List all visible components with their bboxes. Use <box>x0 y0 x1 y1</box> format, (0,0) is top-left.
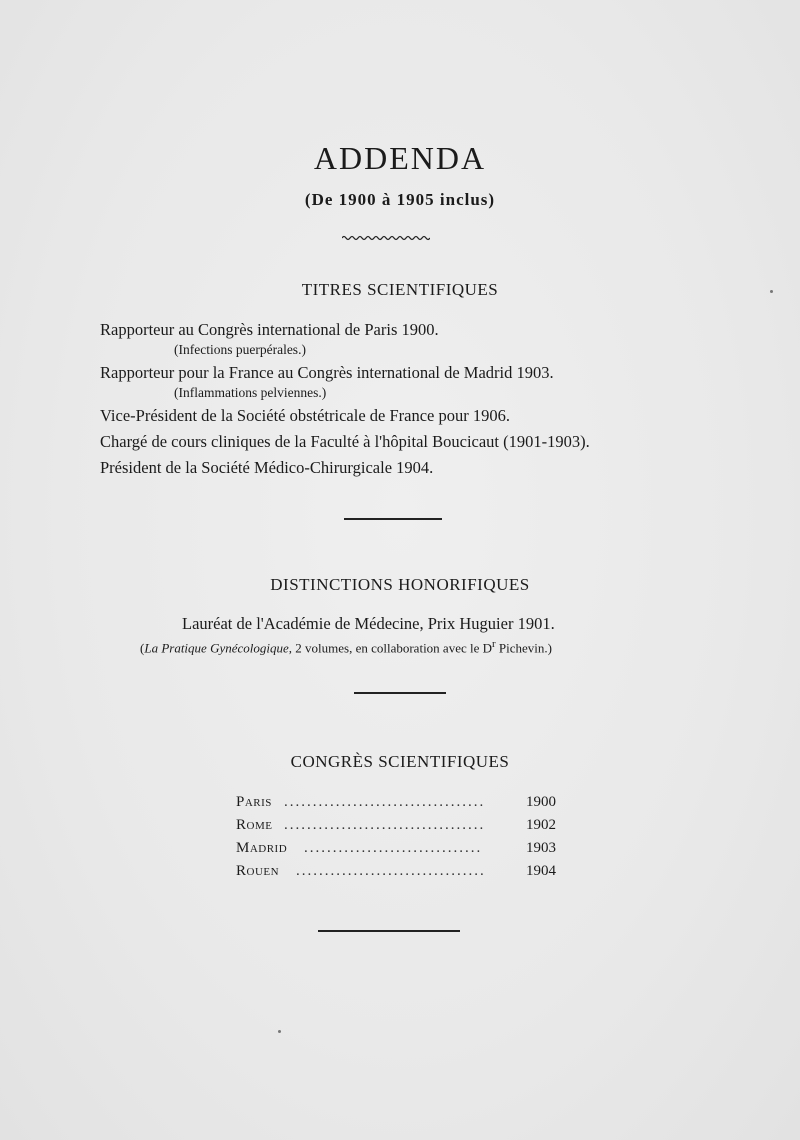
congres-row <box>236 863 566 885</box>
wavy-ornament-divider <box>342 234 430 242</box>
titre-item-2: Rapporteur pour la France au Congrès international de Madrid 1903. <box>100 363 554 382</box>
congres-row <box>236 794 566 816</box>
note-collaboration: 2 volumes, en collaboration avec le D <box>292 640 493 656</box>
titre-item-3: Vice-Président de la Société obstétricale de France pour 1906. <box>100 406 510 425</box>
congres-row <box>236 817 566 839</box>
book-title: La Pratique Gynécologique, <box>144 640 293 656</box>
leader-dots: ................................... <box>284 794 486 810</box>
titre-item-5: Président de la Société Médico-Chirurgicale 1904. <box>100 458 434 477</box>
congres-year: 1900 <box>526 794 556 810</box>
congres-city: Rome <box>236 817 273 833</box>
page-subtitle: (De 1900 à 1905 inclus) <box>304 190 496 209</box>
congres-year: 1904 <box>526 863 556 879</box>
congres-row <box>236 840 566 862</box>
titre-item-1: Rapporteur au Congrès international de Paris 1900. <box>100 320 439 339</box>
leader-dots: ............................... <box>304 840 483 856</box>
paper-speck <box>770 290 773 293</box>
congres-city: Paris <box>236 794 272 810</box>
distinction-note <box>140 638 552 656</box>
titre-item-1-note: (Infections puerpérales.) <box>174 342 306 357</box>
leader-dots: ................................... <box>284 817 486 833</box>
doctor-abbrev-sup: r <box>492 638 496 650</box>
section-divider-1 <box>344 518 442 520</box>
distinctions-heading: DISTINCTIONS HONORIFIQUES <box>270 575 530 594</box>
section-divider-2 <box>354 692 446 694</box>
page-title: ADDENDA <box>313 140 487 176</box>
note-author: Pichevin.) <box>495 640 552 656</box>
distinction-main: Lauréat de l'Académie de Médecine, Prix Huguier 1901. <box>182 614 555 633</box>
leader-dots: ................................. <box>296 863 486 879</box>
congres-city: Madrid <box>236 840 288 856</box>
congres-year: 1902 <box>526 817 556 833</box>
congres-city: Rouen <box>236 863 280 879</box>
congres-heading: CONGRÈS SCIENTIFIQUES <box>290 752 510 771</box>
titre-item-4: Chargé de cours cliniques de la Faculté à l'hôpital Boucicaut (1901-1903). <box>100 432 590 451</box>
titre-item-2-note: (Inflammations pelviennes.) <box>174 385 327 400</box>
note-open-paren: ( <box>140 640 145 656</box>
titres-heading: TITRES SCIENTIFIQUES <box>301 280 499 299</box>
paper-speck <box>278 1030 281 1033</box>
congres-year: 1903 <box>526 840 556 856</box>
section-divider-3 <box>318 930 460 932</box>
